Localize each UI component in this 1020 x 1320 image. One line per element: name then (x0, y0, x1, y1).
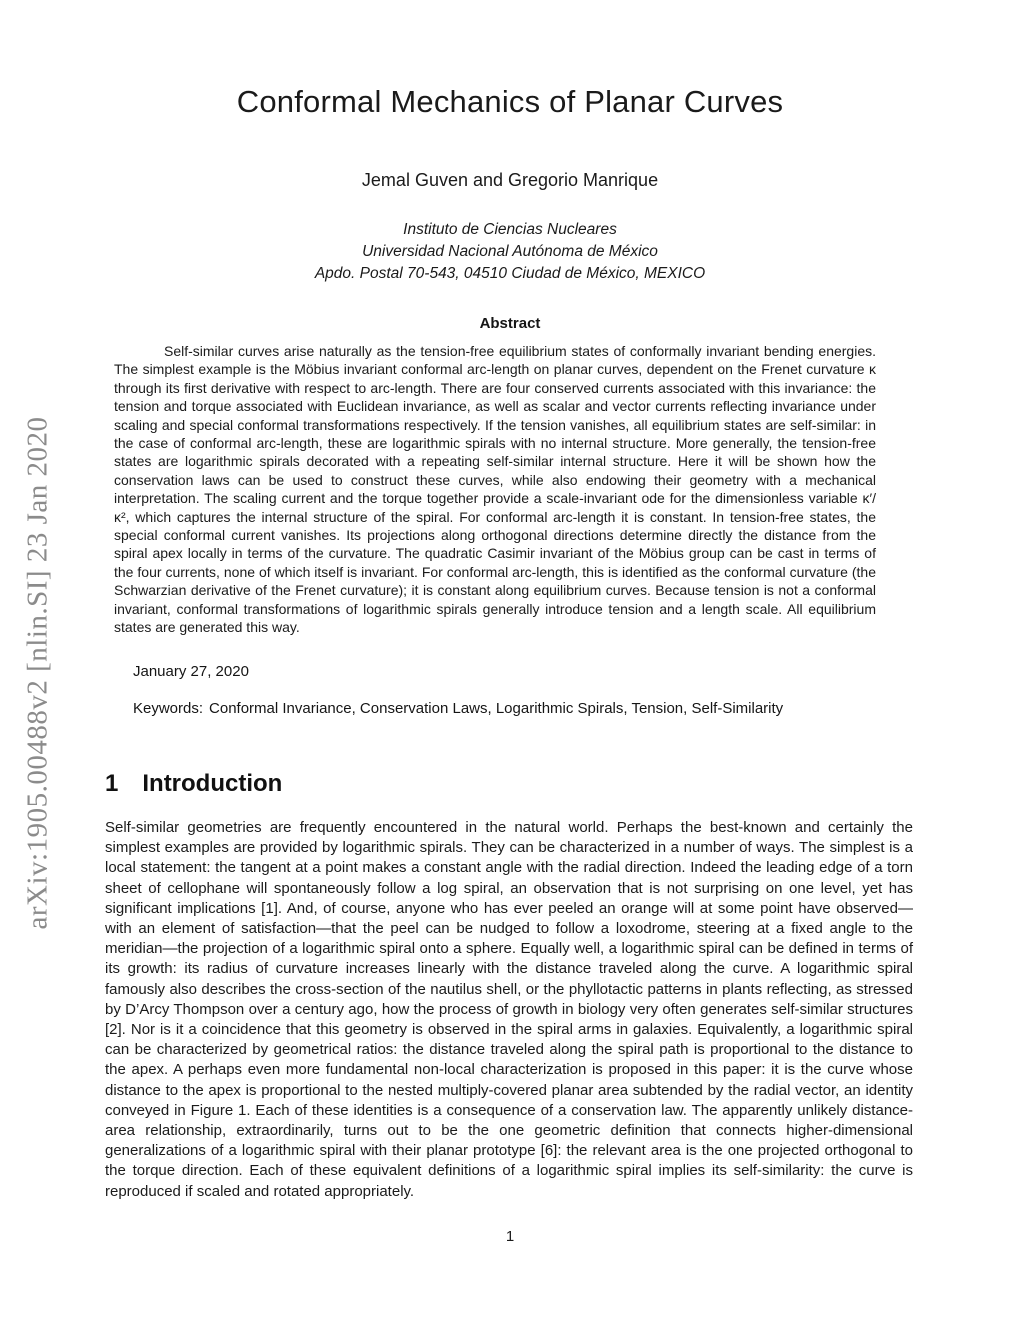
section-title: Introduction (142, 770, 283, 797)
paper-title: Conformal Mechanics of Planar Curves (236, 84, 784, 119)
introduction-paragraph: Self-similar geometries are frequently encountered in the natural world. Perhaps the best-known and certainly the simplest examples are provided by logarithmic spirals. They can be characterized in a number of ways. The simplest is a local statement: the tangent at a point makes a constant angle with the radial direction. Indeed the leading edge of a torn sheet of cellophane will spontaneously follow a log spiral, an observation that is not surprising on one level, yet has significant implications [1]. And, of course, anyone who has ever peeled an orange will at some point have observed—with an element of satisfaction—that the peel can be nudged to follow a loxodrome, steering at a fixed angle to the meridian—the projection of a logarithmic spiral onto a sphere. Equally well, a logarithmic spiral can be defined in terms of its growth: its radius of curvature increases linearly with the distance traveled along the curve. A logarithmic spiral famously also describes the cross-section of the nautilus shell, or the phyllotactic patterns in plants reflecting, as stressed by D’Arcy Thompson over a century ago, how the process of growth in biology very often generates self-similar structures [2]. Nor is it a coincidence that this geometry is observed in the spiral arms in galaxies. Equivalently, a logarithmic spiral can be characterized by geometrical ratios: the distance traveled along the spiral path is proportional to the distance to the apex. A perhaps even more fundamental non-local characterization is proposed in this paper: it is the curve whose distance to the apex is proportional to the nested multiply-covered planar area subtended by the radial vector, an identity conveyed in Figure 1. Each of these identities is a consequence of a conservation law. The apparently unlikely distance-area relationship, extraordinarily, turns out to be the one geometric definition that connects higher-dimensional generalizations of a logarithmic spiral with their planar prototype [6]: the relevant area is the one projected orthogonal to the torque direction. Each of these equivalent definitions of a logarithmic spiral implies its self-similarity: the curve is reproduced if scaled and rotated appropriately. (105, 819, 913, 1200)
date-line: January 27, 2020 (133, 663, 249, 680)
affiliation-block (0, 219, 1020, 285)
affiliation-line-3: Apdo. Postal 70-543, 04510 Ciudad de México, MEXICO (314, 265, 706, 282)
page-number: 1 (505, 1228, 515, 1245)
abstract-heading: Abstract (479, 315, 541, 332)
affiliation-line-1: Instituto de Ciencias Nucleares (403, 221, 617, 238)
arxiv-watermark: arXiv:1905.00488v2 [nlin.SI] 23 Jan 2020 (21, 416, 54, 930)
authors-line: Jemal Guven and Gregorio Manrique (361, 170, 659, 190)
abstract-text: Self-similar curves arise naturally as the tension-free equilibrium states of conformally invariant bending energies. The simplest example is the Möbius invariant conformal arc-length on planar curves, dependent on the Frenet curvature κ through its first derivative with respect to arc-length. There are four conserved currents associated with this invariance: the tension and torque associated with Euclidean invariance, as well as scalar and vector currents reflecting invariance under scaling and special conformal transformations respectively. If the tension vanishes, all equilibrium states are self-similar: in the case of conformal arc-length, these are logarithmic spirals with no internal structure. More generally, the tension-free states are logarithmic spirals decorated with a repeating self-similar internal structure. Here it will be shown how the conservation laws can be used to construct these curves, while also endowing their geometry with a mechanical interpretation. The scaling current and the torque together provide a scale-invariant ode for the dimensionless variable κ′/κ², which captures the internal structure of the spiral. For conformal arc-length it is constant. In tension-free states, the special conformal current vanishes. Its projections along orthogonal directions determine directly the distance from the spiral apex locally in terms of the curvature. The quadratic Casimir invariant of the Möbius group can be cast in terms of the four currents, none of which itself is invariant. For conformal arc-length, this is identified as the conformal curvature (the Schwarzian derivative of the Frenet curvature); it is constant along equilibrium curves. Because tension is not a conformal invariant, conformal transformations of logarithmic spirals generally introduce tension and a length scale. All equilibrium states are generated this way. (114, 343, 876, 636)
affiliation-line-2: Universidad Nacional Autónoma de México (362, 243, 658, 260)
keywords-list: Conformal Invariance, Conservation Laws, Logarithmic Spirals, Tension, Self-Similarity (209, 700, 784, 717)
keywords-line (133, 700, 783, 717)
section-number: 1 (105, 770, 119, 797)
keywords-label: Keywords: (133, 700, 204, 717)
section-heading-introduction (105, 770, 282, 798)
